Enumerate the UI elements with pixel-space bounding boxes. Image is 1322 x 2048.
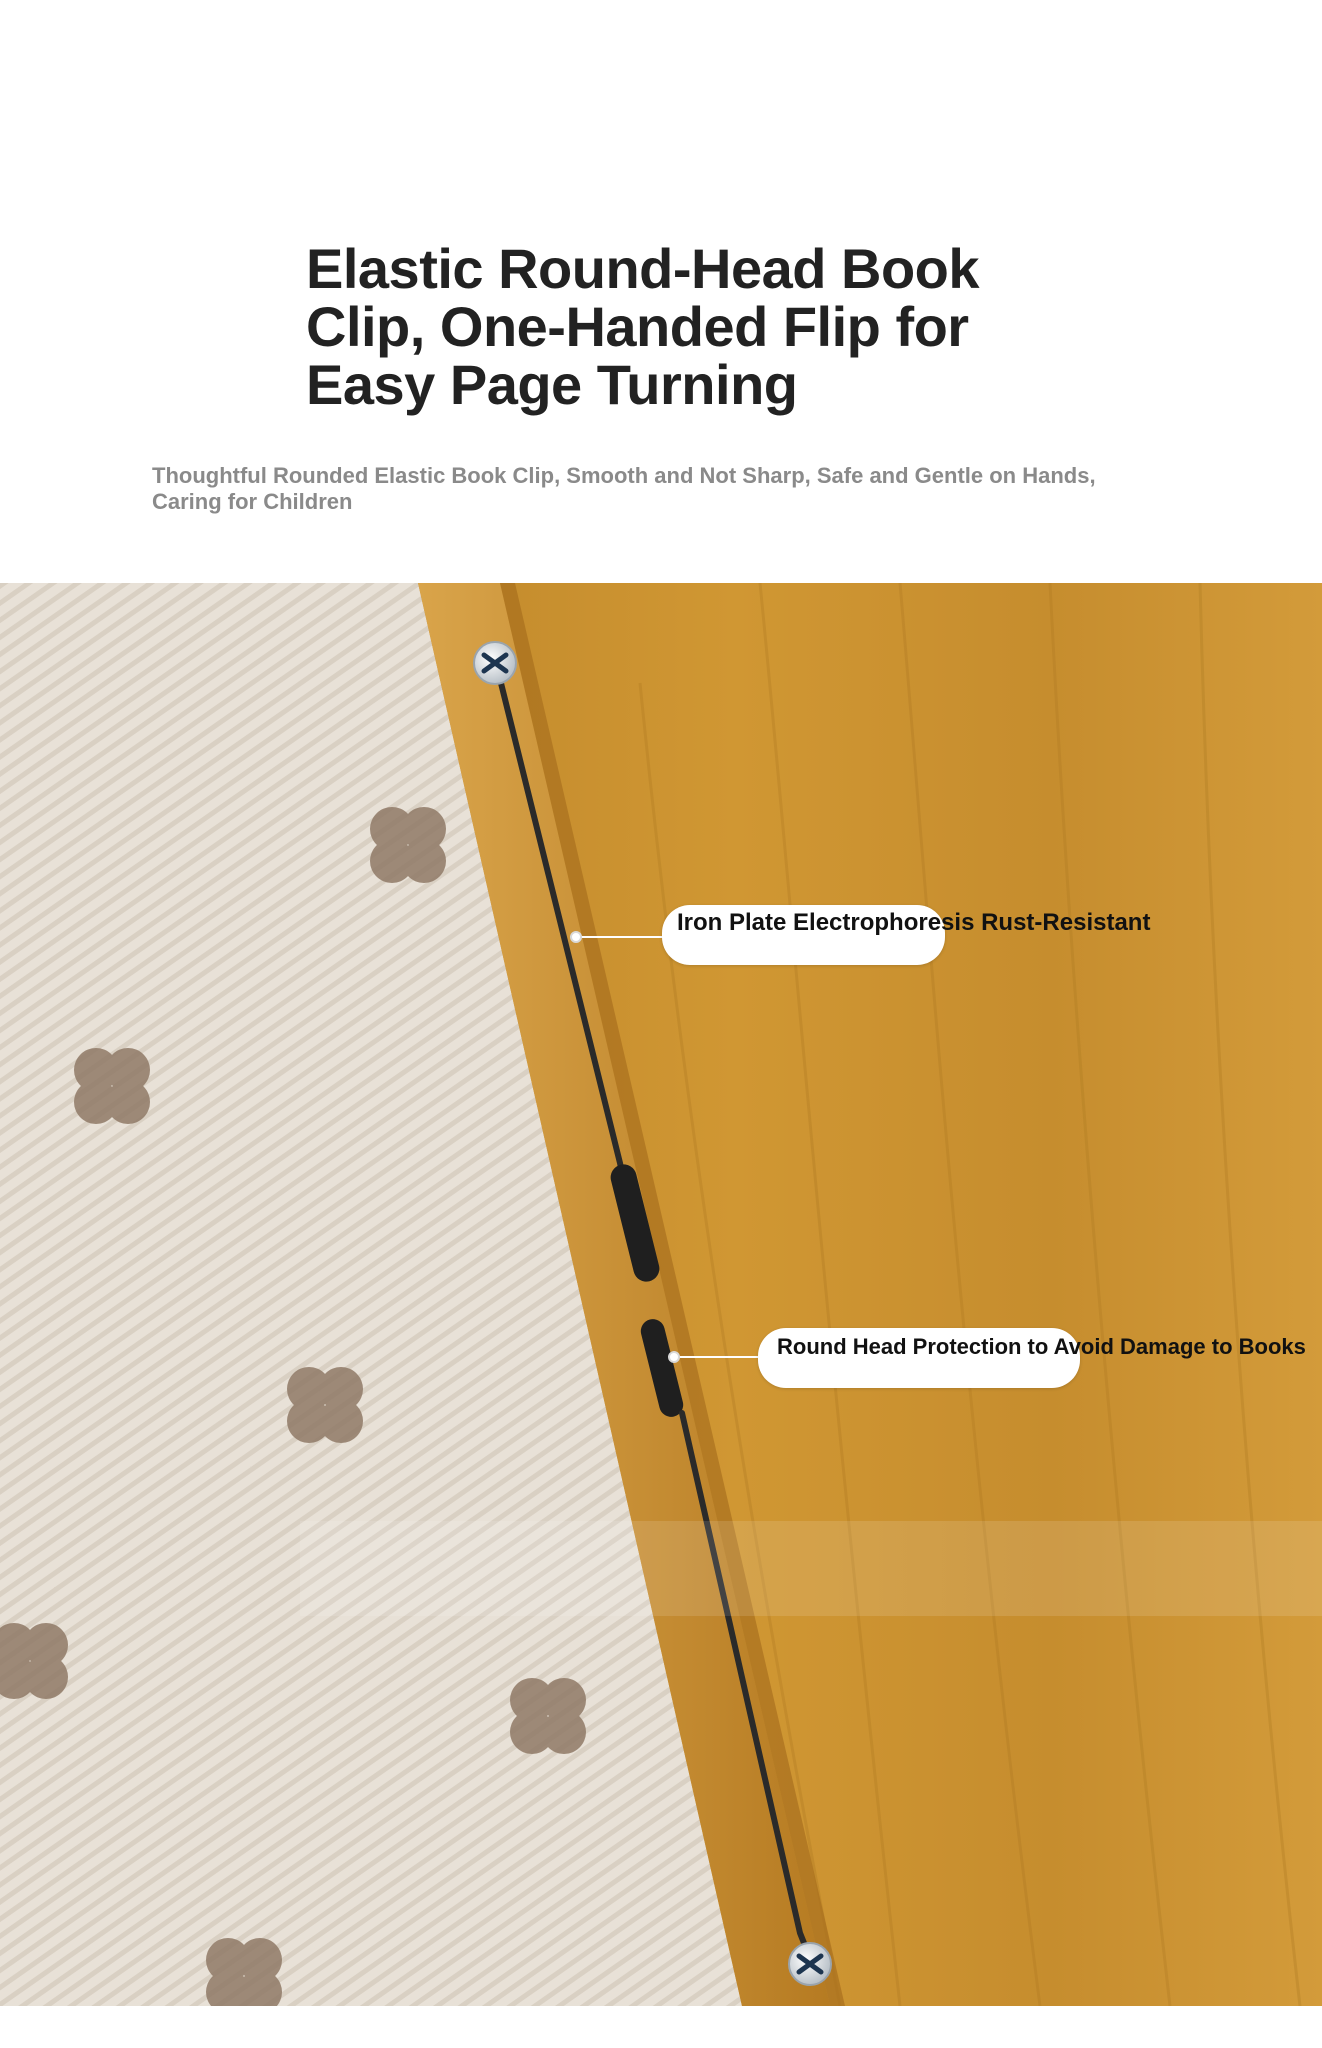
header [0, 0, 1322, 583]
product-illustration [0, 583, 1322, 2006]
product-photo [0, 583, 1322, 2006]
page-subtitle: Thoughtful Rounded Elastic Book Clip, Smooth and Not Sharp, Safe and Gentle on Hands, Caring for Children [152, 463, 1096, 514]
callout-leader [680, 1356, 760, 1358]
callout-marker [668, 1351, 680, 1363]
callout-label: Round Head Protection to Avoid Damage to Books [777, 1334, 1306, 1359]
watermark-band [300, 1521, 1322, 1616]
screw-icon [474, 642, 516, 684]
page-title: Elastic Round-Head Book Clip, One-Handed Flip for Easy Page Turning [306, 237, 980, 416]
callout-marker [570, 931, 582, 943]
callout-leader [582, 936, 664, 938]
callout-rust-resistant [662, 905, 1151, 965]
screw-icon [789, 1943, 831, 1985]
callout-round-head-protection [758, 1328, 1306, 1388]
footer-strip [0, 2006, 1322, 2048]
callout-label: Iron Plate Electrophoresis Rust-Resistant [677, 909, 1151, 936]
